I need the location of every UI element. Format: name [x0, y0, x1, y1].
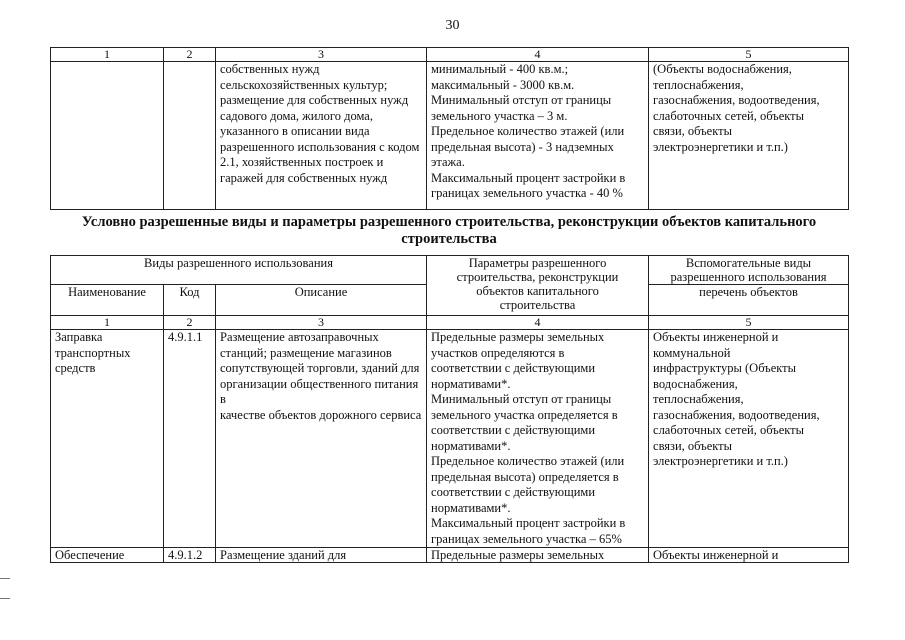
- cell-auxiliary: (Объекты водоснабжения, теплоснабжения, газоснабжения, водоотведения, слаботочных сетей, объекты связи, объекты электроэнергетики и т.п.): [649, 62, 849, 210]
- header-aux-group: Вспомогательные виды разрешенного использования: [649, 256, 849, 285]
- cell-parameters: Предельные размеры земельных участков определяются в соответствии с действующими нормативами*. Минимальный отступ от границы земельного участка определяется в соответствии с действующими нормативами*. Предельное количество этажей (или предельная высота) определяется в соответствии с действующими нормативами*. Максимальный процент застройки в границах земельного участка – 65%: [427, 330, 649, 548]
- table-row: [51, 548, 849, 563]
- cell-auxiliary: Объекты инженерной и: [649, 548, 849, 563]
- table-row: [51, 330, 849, 548]
- col-number-4: 4: [427, 316, 649, 330]
- cell-code: [164, 62, 216, 210]
- table-row: [51, 62, 849, 210]
- header-row-1: [51, 256, 849, 285]
- col-number-4: 4: [427, 48, 649, 62]
- header-name: Наименование: [51, 285, 164, 316]
- cell-code: 4.9.1.1: [164, 330, 216, 548]
- header-code: Код: [164, 285, 216, 316]
- col-number-3: 3: [216, 316, 427, 330]
- col-number-1: 1: [51, 48, 164, 62]
- cell-description: Размещение зданий для: [216, 548, 427, 563]
- cell-name: Обеспечение: [51, 548, 164, 563]
- cell-parameters: Предельные размеры земельных: [427, 548, 649, 563]
- cell-description: Размещение автозаправочных станций; размещение магазинов сопутствующей торговли, зданий для организации общественного питания в качестве объектов дорожного сервиса: [216, 330, 427, 548]
- column-number-row: [51, 48, 849, 62]
- cell-name: [51, 62, 164, 210]
- header-description: Описание: [216, 285, 427, 316]
- table-continued: [50, 47, 849, 210]
- col-number-5: 5: [649, 48, 849, 62]
- conditional-uses-table: [50, 255, 849, 563]
- col-number-3: 3: [216, 48, 427, 62]
- page-number: 30: [445, 18, 460, 33]
- cell-name: Заправка транспортных средств: [51, 330, 164, 548]
- header-uses-group: Виды разрешенного использования: [51, 256, 427, 285]
- column-number-row: [51, 316, 849, 330]
- header-aux-list: перечень объектов: [649, 285, 849, 316]
- section-heading: Условно разрешенные виды и параметры разрешенного строительства, реконструкции объектов капитального строительства: [81, 214, 817, 247]
- cell-parameters: минимальный - 400 кв.м.; максимальный - 3000 кв.м. Минимальный отступ от границы земельного участка – 3 м. Предельное количество этажей (или предельная высота) - 3 надземных этажа. Максимальный процент застройки в границах земельного участка - 40 %: [427, 62, 649, 210]
- cell-auxiliary: Объекты инженерной и коммунальной инфраструктуры (Объекты водоснабжения, теплоснабжения, газоснабжения, водоотведения, слаботочных сетей, объекты связи, объекты электроэнергетики и т.п.): [649, 330, 849, 548]
- col-number-5: 5: [649, 316, 849, 330]
- cell-description: собственных нужд сельскохозяйственных культур; размещение для собственных нужд садового дома, жилого дома, указанного в описании вида разрешенного использования с кодом 2.1, хозяйственных построек и гаражей для собственных нужд: [216, 62, 427, 210]
- margin-mark: [0, 598, 10, 599]
- margin-mark: [0, 578, 10, 579]
- col-number-2: 2: [164, 48, 216, 62]
- col-number-1: 1: [51, 316, 164, 330]
- cell-code: 4.9.1.2: [164, 548, 216, 563]
- header-parameters: Параметры разрешенного строительства, реконструкции объектов капитального строительства: [427, 256, 649, 316]
- col-number-2: 2: [164, 316, 216, 330]
